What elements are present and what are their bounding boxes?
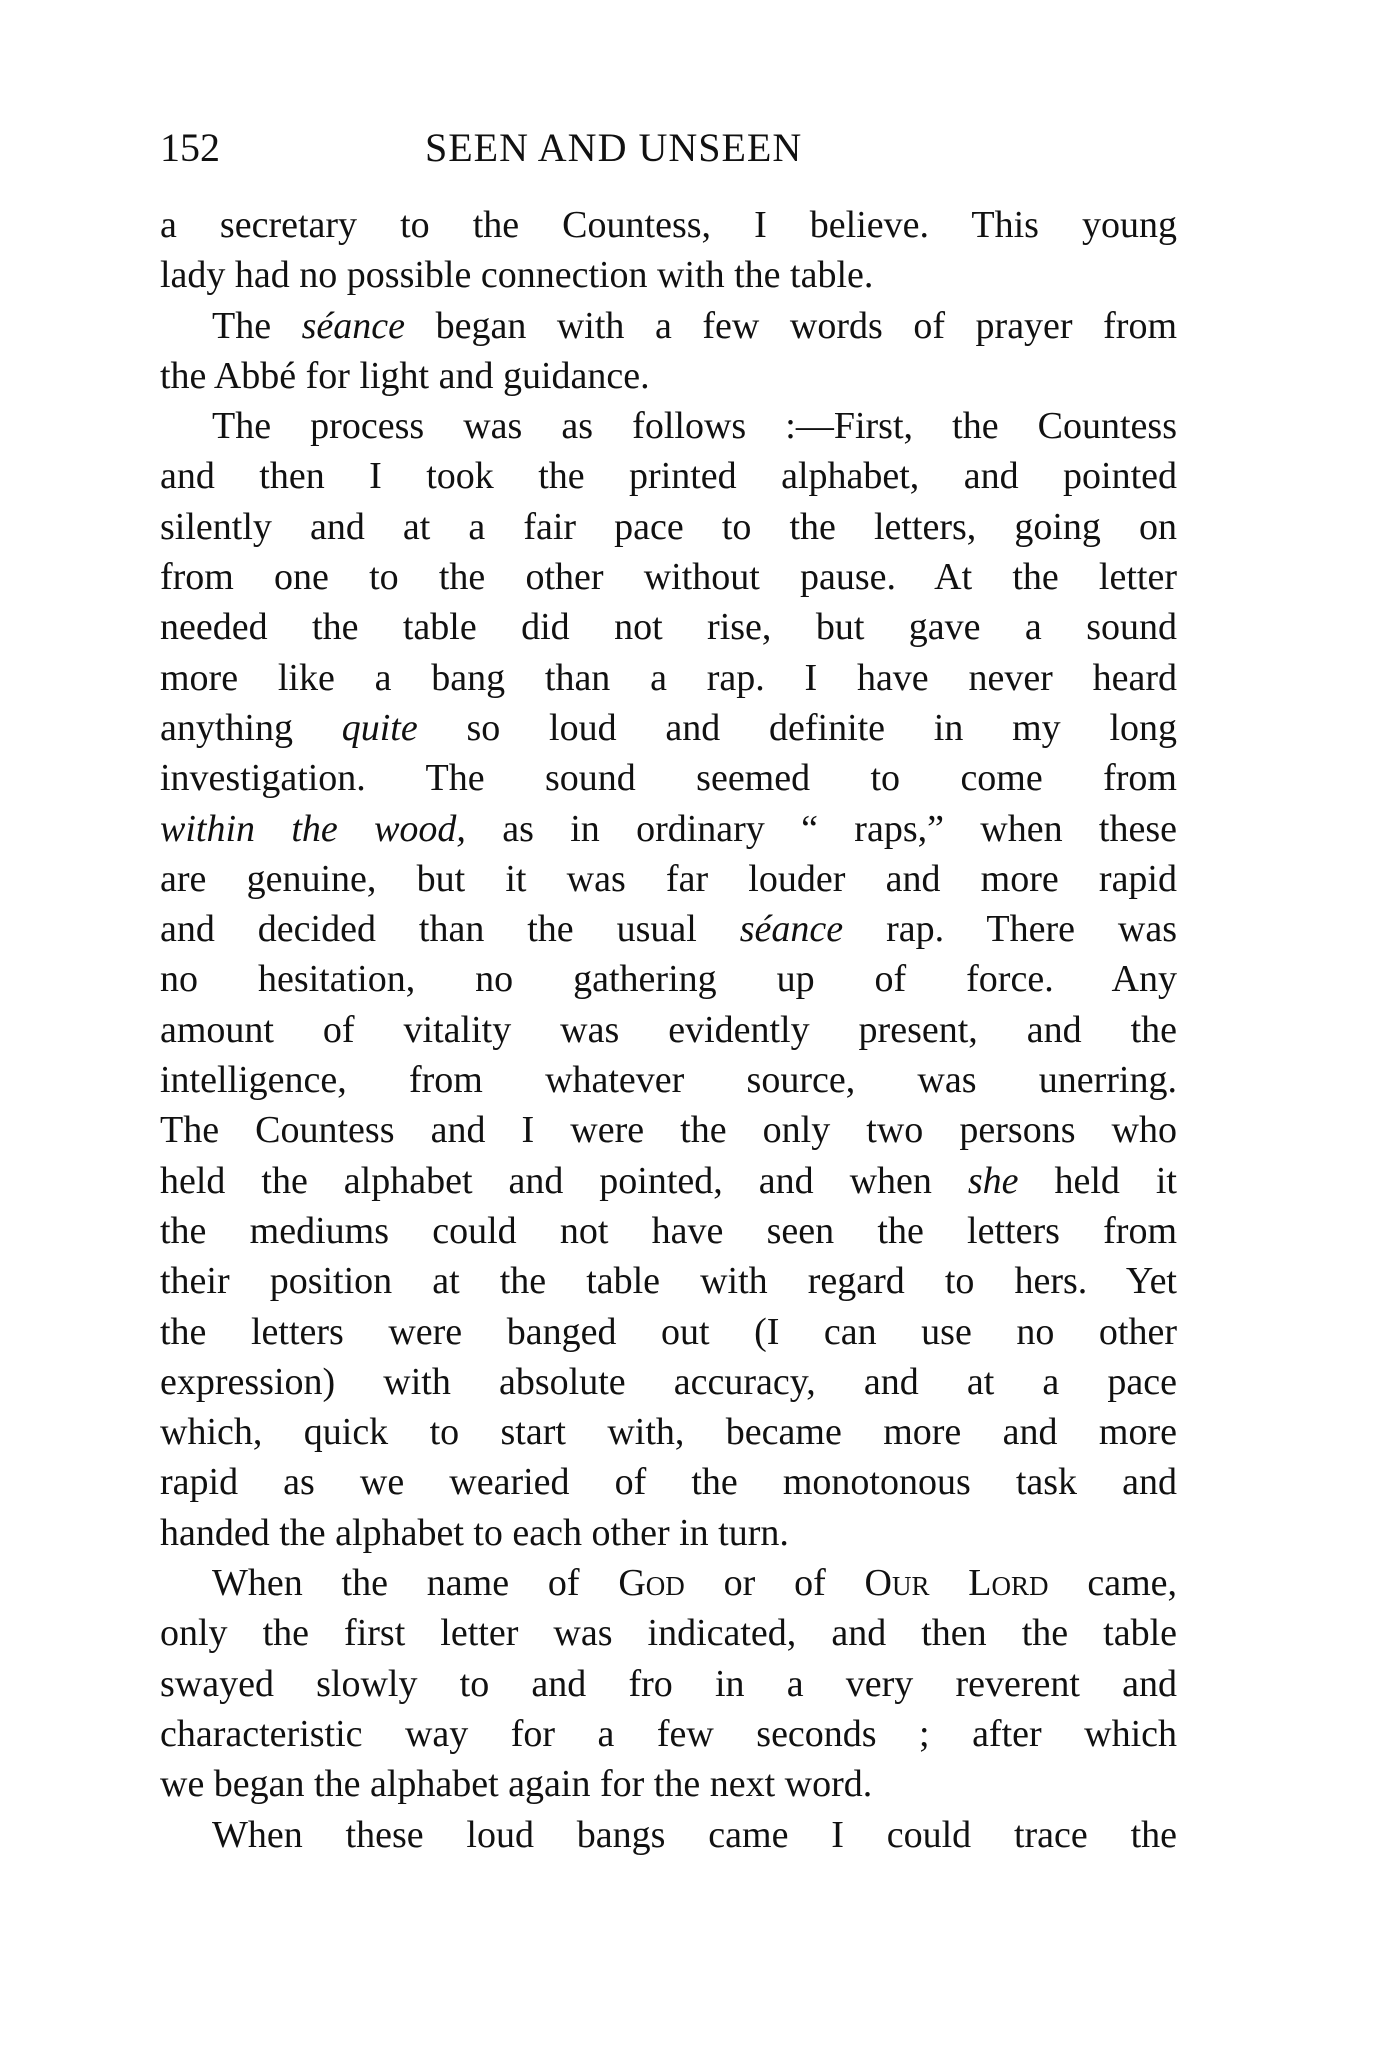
italic-text: quite: [341, 706, 418, 749]
text-line: [160, 1759, 1177, 1809]
text-segment: began with a few words of prayer from: [405, 304, 1177, 347]
running-title: SEEN AND UNSEEN: [425, 125, 803, 170]
text-line: [160, 552, 1177, 602]
italic-text: within the wood,: [160, 807, 466, 850]
page-number: 152: [160, 125, 220, 170]
small-caps-text: God: [618, 1562, 685, 1605]
italic-text: she: [967, 1159, 1019, 1202]
text-line: [160, 401, 1177, 451]
text-segment: investigation. The sound seemed to come from: [160, 757, 1177, 800]
body-text: [160, 200, 1177, 1860]
text-segment: The Countess and I were the only two persons who: [160, 1109, 1177, 1152]
italic-text: séance: [301, 304, 406, 347]
text-line: [160, 1407, 1177, 1457]
text-line: [160, 1508, 1177, 1558]
text-segment: silently and at a fair pace to the letters, going on: [160, 505, 1177, 548]
page-header: [160, 124, 1177, 176]
text-line: [160, 502, 1177, 552]
text-line: [160, 1055, 1177, 1105]
text-line: [160, 703, 1177, 753]
text-segment: held it: [1018, 1159, 1177, 1202]
text-line: [160, 1608, 1177, 1658]
text-segment: we began the alphabet again for the next word.: [160, 1763, 873, 1806]
text-segment: rap. There was: [843, 908, 1177, 951]
text-segment: so loud and definite in my long: [417, 706, 1177, 749]
text-line: [160, 200, 1177, 250]
text-line: [160, 1307, 1177, 1357]
text-segment: The process was as follows :—First, the Countess: [212, 405, 1177, 448]
text-line: [160, 1659, 1177, 1709]
small-caps-text: Our Lord: [864, 1562, 1049, 1605]
text-segment: more like a bang than a rap. I have never heard: [160, 656, 1177, 699]
text-line: [160, 250, 1177, 300]
text-segment: the mediums could not have seen the letters from: [160, 1209, 1177, 1252]
text-segment: held the alphabet and pointed, and when: [160, 1159, 968, 1202]
text-segment: the Abbé for light and guidance.: [160, 354, 650, 397]
text-line: [160, 954, 1177, 1004]
text-line: [160, 1256, 1177, 1306]
text-line: [160, 1457, 1177, 1507]
text-segment: anything: [160, 706, 342, 749]
text-line: [160, 1105, 1177, 1155]
text-segment: their position at the table with regard to hers. Yet: [160, 1260, 1177, 1303]
text-segment: are genuine, but it was far louder and more rapid: [160, 857, 1177, 900]
text-segment: rapid as we wearied of the monotonous task and: [160, 1461, 1177, 1504]
text-line: [160, 753, 1177, 803]
text-segment: and then I took the printed alphabet, and pointed: [160, 455, 1177, 498]
text-line: [160, 602, 1177, 652]
text-segment: When the name of: [212, 1562, 619, 1605]
text-line: [160, 1156, 1177, 1206]
text-segment: expression) with absolute accuracy, and at a pace: [160, 1360, 1177, 1403]
text-segment: lady had no possible connection with the table.: [160, 254, 874, 297]
text-segment: or of: [684, 1562, 865, 1605]
text-segment: a secretary to the Countess, I believe. This young: [160, 204, 1177, 246]
text-segment: needed the table did not rise, but gave a sound: [160, 606, 1177, 649]
italic-text: séance: [739, 908, 844, 951]
text-segment: the letters were banged out (I can use no other: [160, 1310, 1177, 1353]
text-line: [160, 854, 1177, 904]
text-line: [160, 1357, 1177, 1407]
text-segment: no hesitation, no gathering up of force. Any: [160, 958, 1177, 1001]
text-segment: from one to the other without pause. At the letter: [160, 556, 1177, 599]
text-line: [160, 301, 1177, 351]
text-segment: came,: [1048, 1562, 1177, 1605]
text-segment: swayed slowly to and fro in a very reverent and: [160, 1662, 1177, 1705]
text-line: [160, 1810, 1177, 1860]
text-line: [160, 904, 1177, 954]
text-line: [160, 451, 1177, 501]
text-line: [160, 1709, 1177, 1759]
text-segment: amount of vitality was evidently present, and the: [160, 1008, 1177, 1051]
text-segment: as in ordinary “ raps,” when these: [465, 807, 1177, 850]
text-segment: and decided than the usual: [160, 908, 740, 951]
text-line: [160, 804, 1177, 854]
text-segment: only the first letter was indicated, and then the table: [160, 1612, 1177, 1655]
text-line: [160, 1206, 1177, 1256]
text-segment: characteristic way for a few seconds ; after which: [160, 1712, 1177, 1755]
text-segment: When these loud bangs came I could trace the: [212, 1813, 1177, 1856]
text-segment: handed the alphabet to each other in turn.: [160, 1511, 789, 1554]
text-segment: which, quick to start with, became more and more: [160, 1411, 1177, 1454]
text-line: [160, 653, 1177, 703]
text-line: [160, 351, 1177, 401]
text-line: [160, 1558, 1177, 1608]
text-segment: intelligence, from whatever source, was unerring.: [160, 1059, 1177, 1102]
text-line: [160, 1005, 1177, 1055]
text-segment: The: [212, 304, 302, 347]
